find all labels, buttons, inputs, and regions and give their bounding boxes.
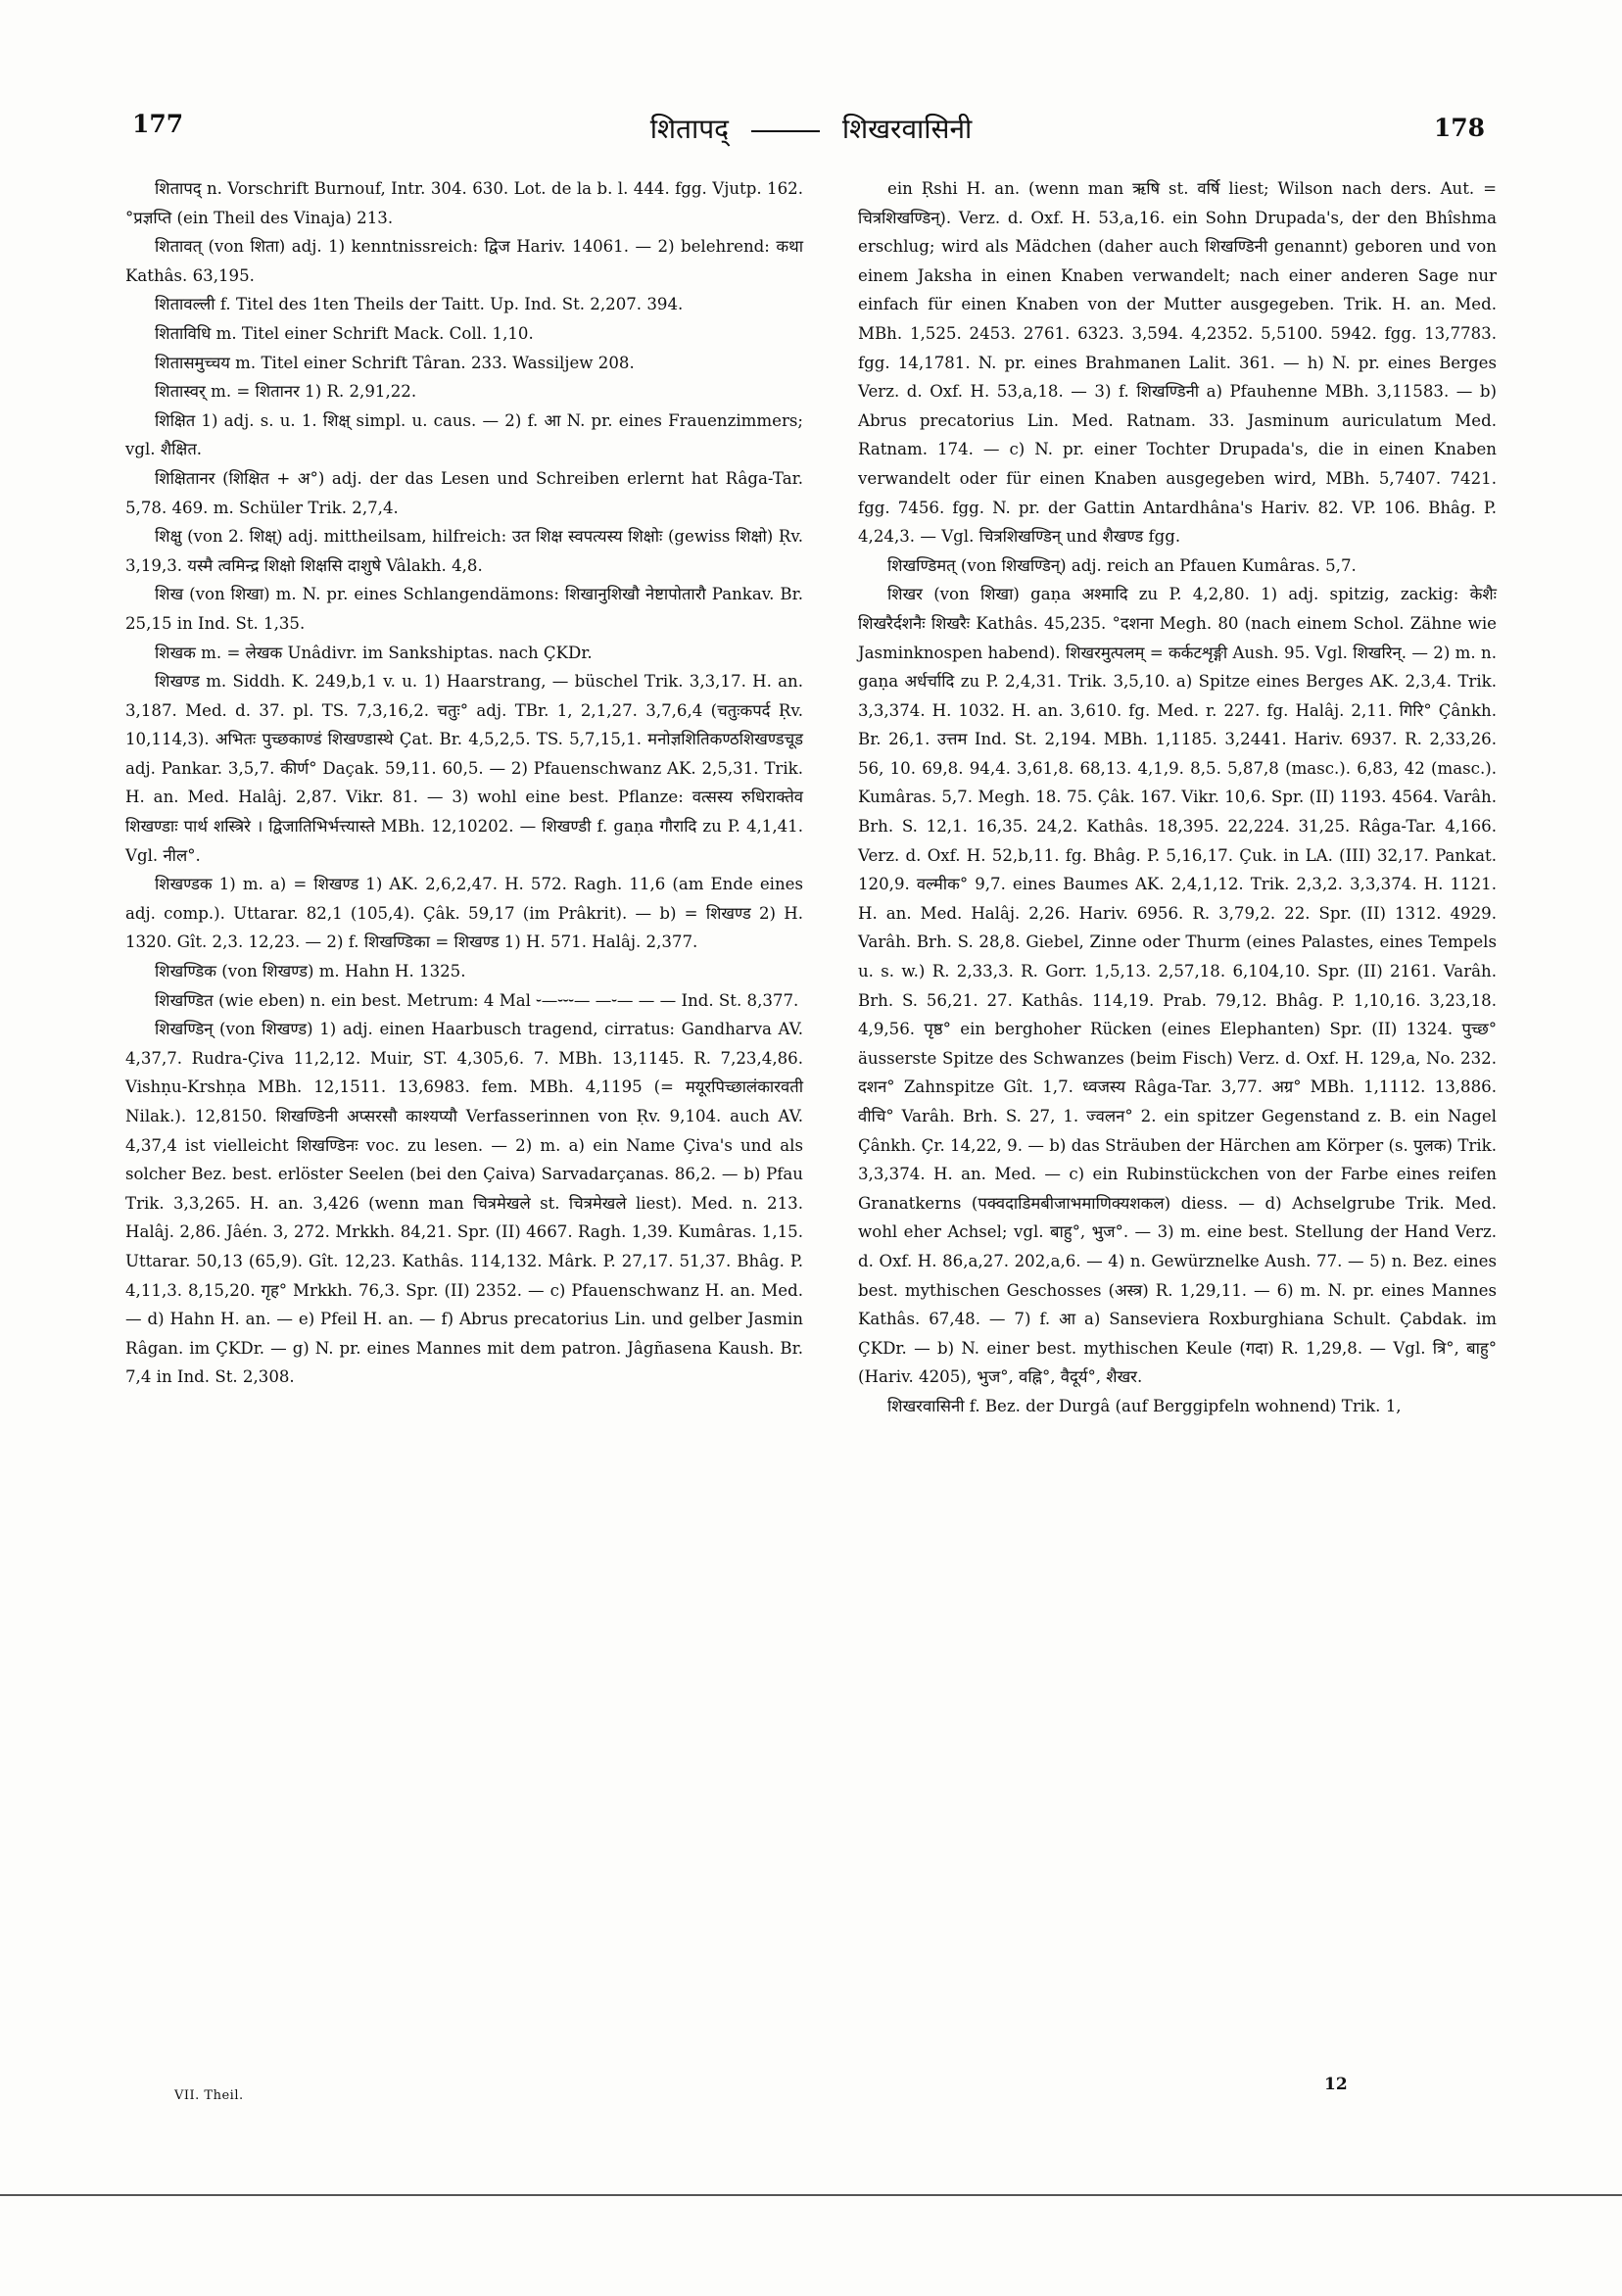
page-number-right: 178 [1433,114,1485,142]
dictionary-entry: शिक्षितानर (शिक्षित + अ°) adj. der das Lesen und Schreiben erlernt hat Râga-Tar. 5,78. 469. m. Schüler Trik. 2,7,4. [125,468,803,517]
dictionary-entry: शिखण्डित (wie eben) n. ein best. Metrum: 4 Mal ⏑—⏑⏑⏑— —⏑— — — Ind. St. 8,377. [155,990,799,1010]
dictionary-entry: शिखक m. = लेखक Unâdivr. im Sankshiptas. nach ÇKDr. [155,643,593,662]
dictionary-entry: शिखरवासिनी f. Bez. der Durgâ (auf Berggipfeln wohnend) Trik. 1, [887,1396,1402,1415]
dictionary-entry: शितावत् (von शिता) adj. 1) kenntnissreich: द्विज Hariv. 14061. — 2) belehrend: कथा Kathâs. 63,195. [125,237,803,285]
volume-footer: VII. Theil. [174,2088,244,2103]
bottom-rule [0,2194,1622,2196]
dictionary-entry: शिखर (von शिखा) gaṇa अश्मादि zu P. 4,2,80. 1) adj. spitzig, zackig: केशैः शिखरैर्दशनैः शिखरैः Kathâs. 45,235. °दशना Megh. 80 (nach einem Schol. Zähne wie Jasminknospen habend). शिखरमुत्पलम् = कर्कटशृङ्गी Aush. 95. Vgl. शिखरिन्. — 2) m. n. gaṇa अर्धर्चादि zu P. 2,4,31. Trik. 3,5,10. a) Spitze eines Berges AK. 2,3,4. Trik. 3,3,374. H. 1032. H. an. 3,610. fg. Med. r. 227. fg. Halâj. 2,11. गिरि° Çânkh. Br. 26,1. उत्तम Ind. St. 2,194. MBh. 1,1185. 3,2441. Hariv. 6937. R. 2,33,26. 56, 10. 69,8. 94,4. 3,61,8. 68,13. 4,1,9. 8,5. 5,87,8 (masc.). 6,83, 42 (masc.). Kumâras. 5,7. Megh. 18. 75. Çâk. 167. Vikr. 10,6. Spr. (II) 1193. 4564. Varâh. Brh. S. 12,1. 16,35. 24,2. Kathâs. 18,395. 22,224. 31,25. Râga-Tar. 4,166. Verz. d. Oxf. H. 52,b,11. fg. Bhâg. P. 5,16,17. Çuk. in LA. (III) 32,17. Pankat. 120,9. वल्मीक° 9,7. eines Baumes AK. 2,4,1,12. Trik. 2,3,2. 3,3,374. H. 1121. H. an. Med. Halâj. 2,26. Hariv. 6956. R. 3,79,2. 22. Spr. (II) 1312. 4929. Varâh. Brh. S. 28,8. Giebel, Zinne oder Thurm (eines Palastes, eines Tempels u. s. w.) R. 2,33,3. R. Gorr. 1,5,13. 2,57,18. 6,104,10. Spr. (II) 2161. Varâh. Brh. S. 56,21. 27. Kathâs. 114,19. Prab. 79,12. Bhâg. P. 1,10,16. 3,23,18. 4,9,56. पृष्ठ° ein berghoher Rücken (eines Elephanten) Spr. (II) 1324. पुच्छ° äusserste Spitze des Schwanzes (beim Fisch) Verz. d. Oxf. H. 129,a, No. 232. दशन° Zahnspitze Gît. 1,7. ध्वजस्य Râga-Tar. 3,77. अग्र° MBh. 1,1112. 13,886. वीचि° Varâh. Brh. S. 27, 1. ज्वलन° 2. ein spitzer Gegenstand z. B. ein Nagel Çânkh. Çr. 14,22, 9. — b) das Sträuben der Härchen am Körper (s. पुलक) Trik. 3,3,374. H. an. Med. — c) ein Rubinstückchen von der Farbe eines reifen Granatkerns (पक्वदाडिमबीजाभमाणिक्यशकल) diess. — d) Achselgrube Trik. Med. wohl eher Achsel; vgl. बाहु°, भुज°. — 3) m. eine best. Stellung der Hand Verz. d. Oxf. H. 86,a,27. 202,a,6. — 4) n. Gewürznelke Aush. 77. — 5) n. Bez. eines best. mythischen Geschosses (अस्त्र) R. 1,29,11. — 6) m. N. pr. eines Mannes Kathâs. 67,48. — 7) f. आ a) Sanseviera Roxburghiana Schult. Çabdak. im ÇKDr. — b) N. einer best. mythischen Keule (गदा) R. 1,29,8. — Vgl. त्रि°, बाहु° (Hariv. 4205), भुज°, वह्नि°, वैदूर्य°, शैखर. [858,585,1497,1387]
right-column [858,174,1497,1421]
dictionary-entry: शिखण्डिक (von शिखण्ड) m. Hahn H. 1325. [155,962,466,981]
running-title-start: शितापद् [649,113,729,145]
dictionary-entry: शिखण्ड m. Siddh. K. 249,b,1 v. u. 1) Haarstrang, — büschel Trik. 3,3,17. H. an. 3,187. Med. d. 37. pl. TS. 7,3,16,2. चतुः° adj. TBr. 1, 2,1,27. 3,7,6,4 (चतुःकपर्द Ṛv. 10,114,3). अभितः पुच्छकाण्डं शिखण्डास्थे Çat. Br. 4,5,2,5. TS. 5,7,15,1. मनोज्ञशितिकण्ठशिखण्डचूड adj. Pankar. 3,5,7. कीर्ण° Daçak. 59,11. 60,5. — 2) Pfauenschwanz AK. 2,5,31. Trik. H. an. Med. Halâj. 2,87. Vikr. 81. — 3) wohl eine best. Pflanze: वत्सस्य रुधिराक्तेव शिखण्डाः पार्थ शस्त्रिरे । द्विजातिभिर्भत्त्यास्ते MBh. 12,10202. — शिखण्डी f. gaṇa गौरादि zu P. 4,1,41. Vgl. नील°. [125,672,803,865]
dictionary-entry: शिख (von शिखा) m. N. pr. eines Schlangendämons: शिखानुशिखौ नेष्टापोतारौ Pankav. Br. 25,15 in Ind. St. 1,35. [125,585,803,633]
dictionary-entry: शिक्षु (von 2. शिक्ष्) adj. mittheilsam, hilfreich: उत शिक्ष स्वपत्यस्य शिक्षोः (gewiss शिक्षो) Ṛv. 3,19,3. यस्मै त्वमिन्द्र शिक्षो शिक्षसि दाशुषे Vâlakh. 4,8. [125,527,803,575]
page-header [0,110,1622,159]
page-number-left: 177 [132,110,184,138]
running-title-end: शिखरवासिनी [841,113,973,145]
left-column [125,174,803,1392]
dictionary-entry: शिताविधि m. Titel einer Schrift Mack. Coll. 1,10. [155,323,534,343]
dictionary-entry: शिखण्डिमत् (von शिखण्डिन्) adj. reich an Pfauen Kumâras. 5,7. [887,555,1357,575]
signature-mark: 12 [1324,2075,1348,2094]
dictionary-entry: शिखण्डक 1) m. a) = शिखण्ड 1) AK. 2,6,2,47. H. 572. Ragh. 11,6 (am Ende eines adj. comp.). Uttarar. 82,1 (105,4). Çâk. 59,17 (im Prâkrit). — b) = शिखण्ड 2) H. 1320. Gît. 2,3. 12,23. — 2) f. शिखण्डिका = शिखण्ड 1) H. 571. Halâj. 2,377. [125,875,803,952]
dictionary-entry: शितास्वर् m. = शितानर 1) R. 2,91,22. [155,382,417,402]
dictionary-entry: शितावल्ली f. Titel des 1ten Theils der Taitt. Up. Ind. St. 2,207. 394. [155,295,684,314]
dictionary-entry: शितापद् n. Vorschrift Burnouf, Intr. 304. 630. Lot. de la b. l. 444. fgg. Vjutp. 162. °प्रज्ञप्ति (ein Theil des Vinaja) 213. [125,179,803,227]
dictionary-entry: शिक्षित 1) adj. s. u. 1. शिक्ष् simpl. u. caus. — 2) f. आ N. pr. eines Frauenzimmers; vgl. शैक्षित. [125,410,803,459]
dictionary-entry: शितासमुच्चय m. Titel einer Schrift Târan. 233. Wassiljew 208. [155,353,635,372]
title-separator [751,130,820,132]
dictionary-entry: शिखण्डिन् (von शिखण्ड) 1) adj. einen Haarbusch tragend, cirratus: Gandharva AV. 4,37,7. Rudra-Çiva 11,2,12. Muir, ST. 4,305,6. 7. MBh. 13,1145. R. 7,23,4,86. Vishṇu-Krshṇa MBh. 12,1511. 13,6983. fem. MBh. 4,1195 (= मयूरपिच्छालंकारवती Nilak.). 12,8150. शिखण्डिनी अप्सरसौ काश्यप्यौ Verfasserinnen von Ṛv. 9,104. auch AV. 4,37,4 ist vielleicht शिखण्डिनः voc. zu lesen. — 2) m. a) ein Name Çiva's und als solcher Bez. best. erlöster Seelen (bei den Çaiva) Sarvadarçanas. 86,2. — b) Pfau Trik. 3,3,265. H. an. 3,426 (wenn man चित्रमेखले st. चित्रमेखले liest). Med. n. 213. Halâj. 2,86. Jâén. 3, 272. Mrkkh. 84,21. Spr. (II) 4667. Ragh. 1,39. Kumâras. 1,15. Uttarar. 50,13 (65,9). Gît. 12,23. Kathâs. 114,132. Mârk. P. 27,17. 51,37. Bhâg. P. 4,11,3. 8,15,20. गृह° Mrkkh. 76,3. Spr. (II) 2352. — c) Pfauenschwanz H. an. Med. — d) Hahn H. an. — e) Pfeil H. an. — f) Abrus precatorius Lin. und gelber Jasmin Râgan. im ÇKDr. — g) N. pr. eines Mannes mit dem patron. Jâgñasena Kaush. Br. 7,4 in Ind. St. 2,308. [125,1020,803,1387]
running-title [0,110,1622,147]
dictionary-entry: ein Ṛshi H. an. (wenn man ऋषि st. वर्षि liest; Wilson nach ders. Aut. = चित्रशिखण्डिन्). Verz. d. Oxf. H. 53,a,16. ein Sohn Drupada's, der den Bhîshma erschlug; wird als Mädchen (daher auch शिखण्डिनी genannt) geboren und von einem Jaksha in einen Knaben verwandelt; nach einer anderen Sage nur einfach für einen Knaben von der Mutter ausgegeben. Trik. H. an. Med. MBh. 1,525. 2453. 2761. 6323. 3,594. 4,2352. 5,5100. 5942. fgg. 13,7783. fgg. 14,1781. N. pr. eines Brahmanen Lalit. 361. — h) N. pr. eines Berges Verz. d. Oxf. H. 53,a,18. — 3) f. शिखण्डिनी a) Pfauhenne MBh. 3,11583. — b) Abrus precatorius Lin. Med. Ratnam. 33. Jasminum auriculatum Med. Ratnam. 174. — c) N. pr. einer Tochter Drupada's, die in einen Knaben verwandelt oder für einen Knaben ausgegeben wird, MBh. 5,7407. 7421. fgg. 7456. fgg. N. pr. der Gattin Antardhâna's Hariv. 82. VP. 106. Bhâg. P. 4,24,3. — Vgl. चित्रशिखण्डिन् und शैखण्ड fgg. [858,179,1497,547]
